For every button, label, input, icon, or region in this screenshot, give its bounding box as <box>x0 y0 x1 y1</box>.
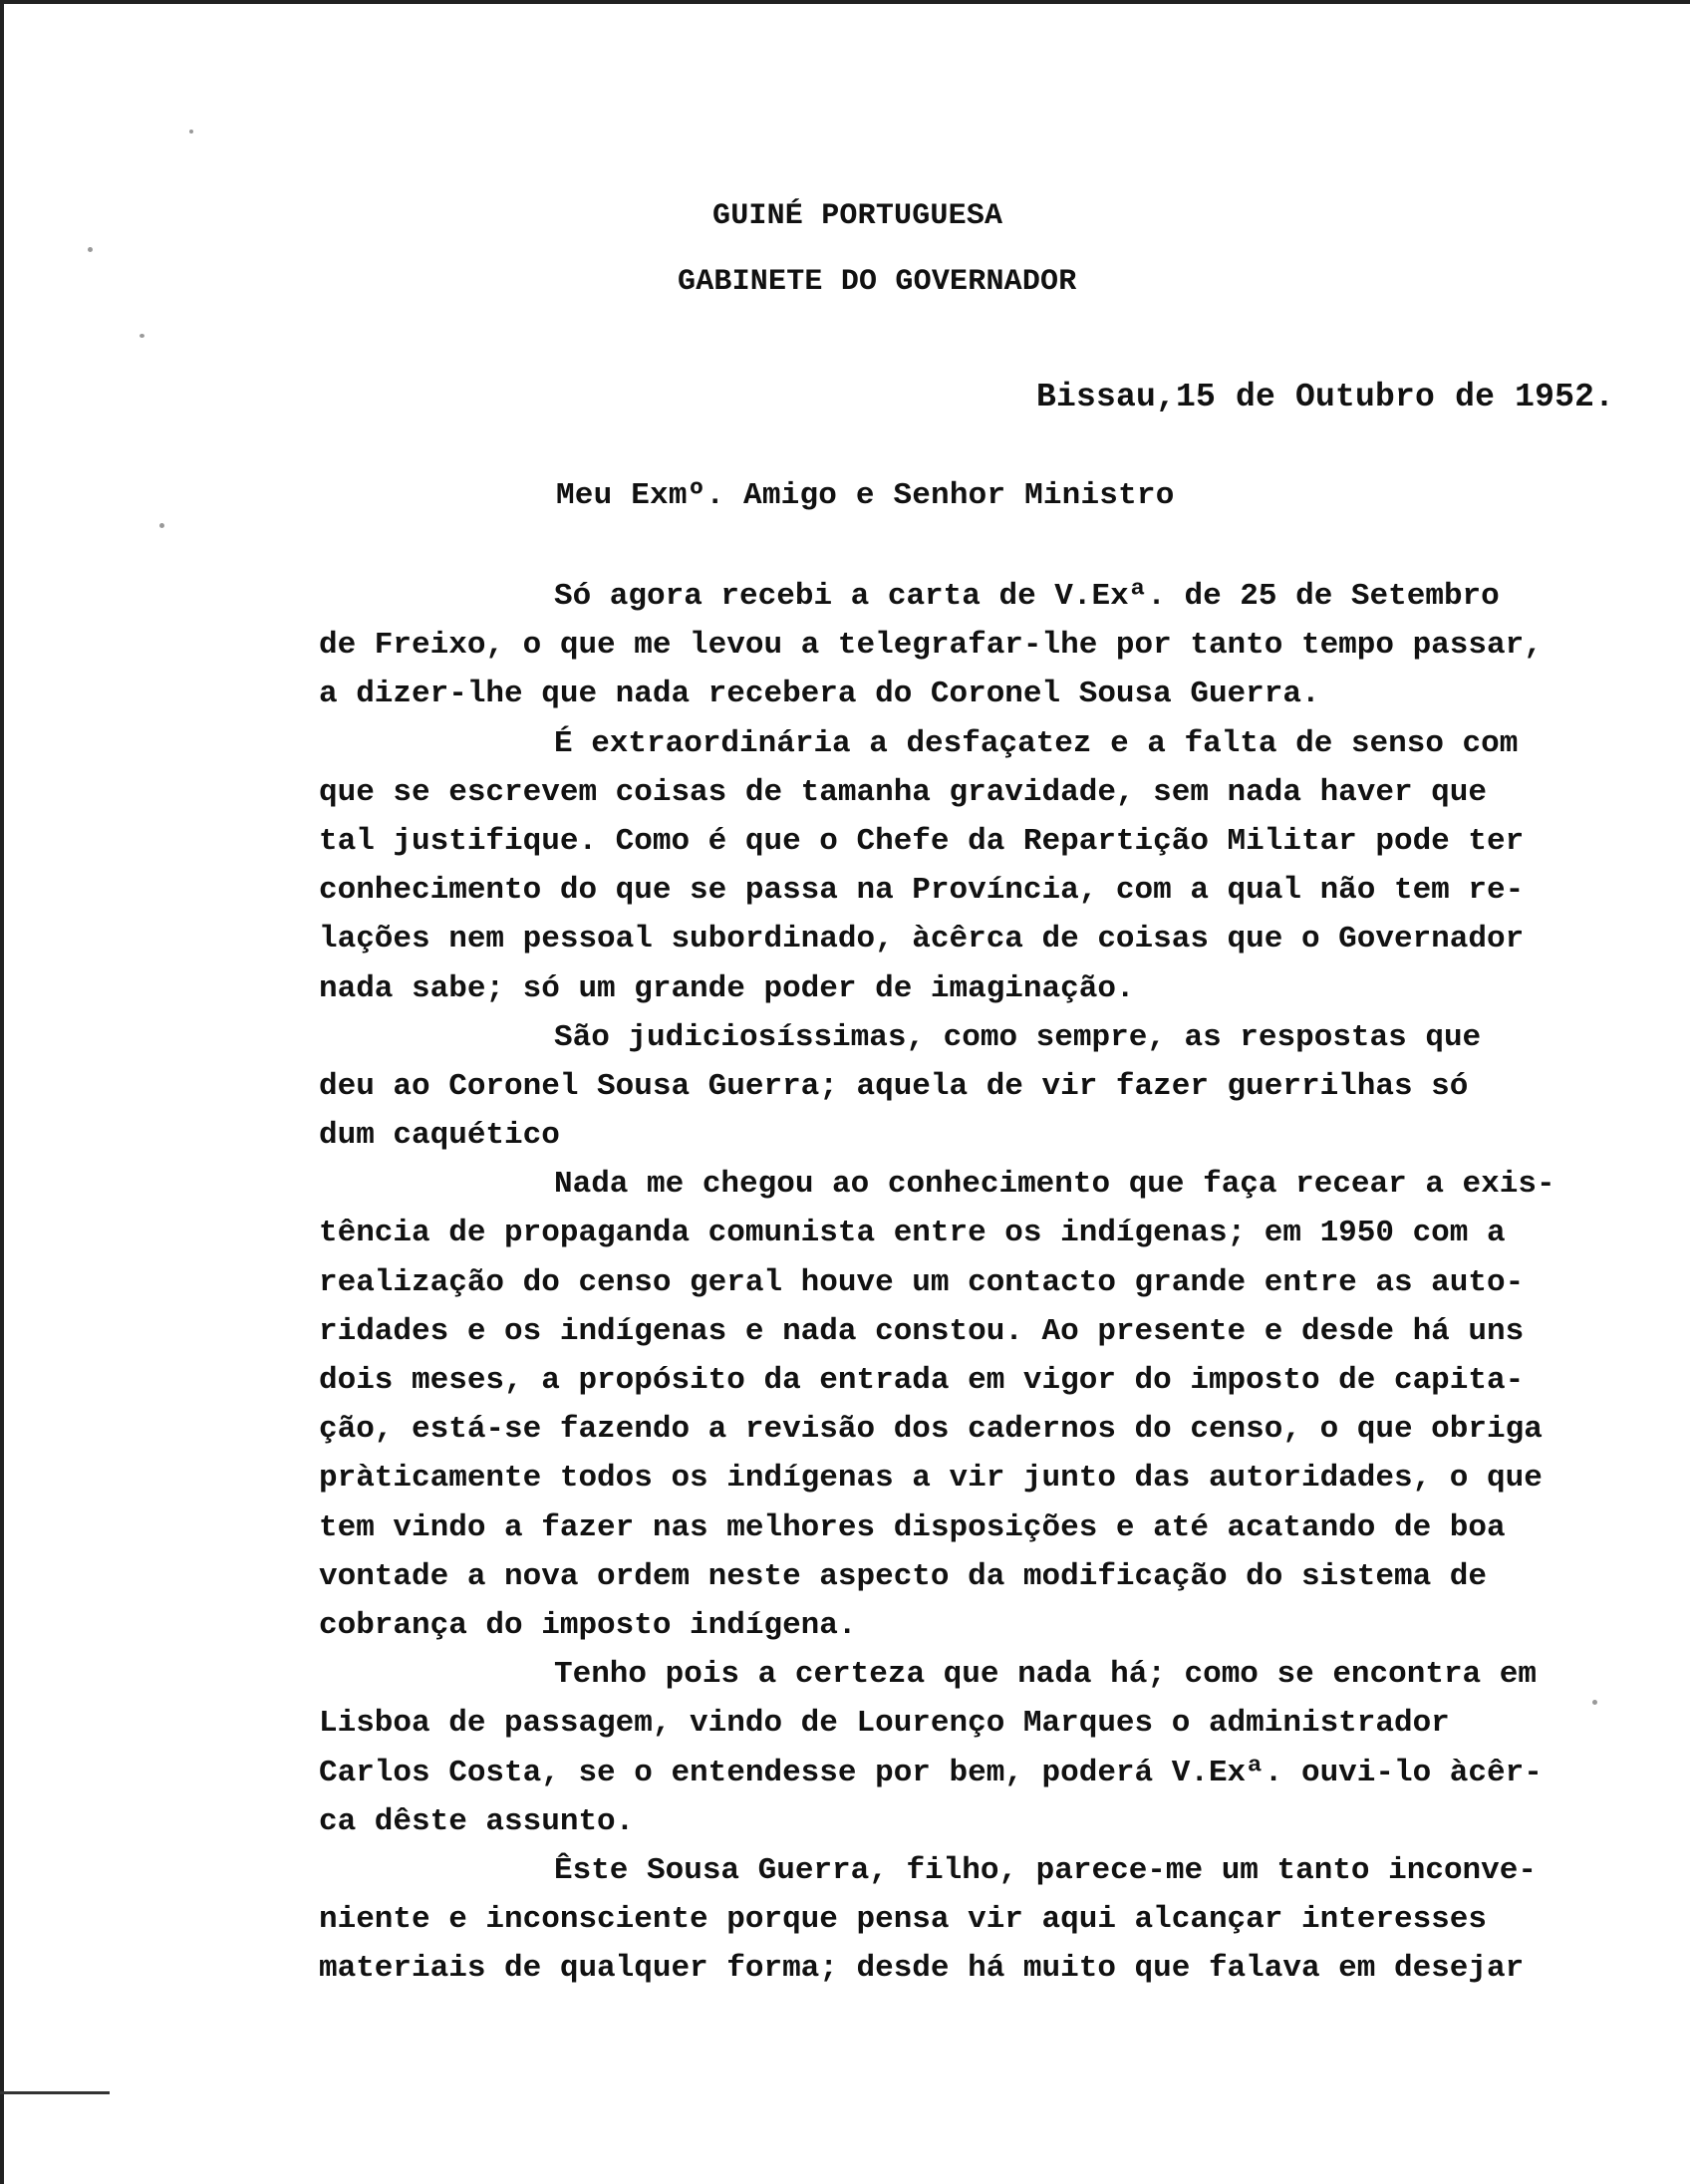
body-line: Carlos Costa, se o entendesse por bem, poderá V.Exª. ouvi-lo àcêr- <box>319 1755 1543 1790</box>
body-line: niente e inconsciente porque pensa vir aqui alcançar interesses <box>319 1902 1487 1938</box>
body-line: tem vindo a fazer nas melhores disposições e até acatando de boa <box>319 1509 1506 1545</box>
body-line: Tenho pois a certeza que nada há; como se encontra em <box>554 1657 1537 1693</box>
letter-dateline: Bissau,15 de Outubro de 1952. <box>1036 379 1615 415</box>
body-line: tência de propaganda comunista entre os indígenas; em 1950 com a <box>319 1216 1506 1251</box>
letter-body <box>319 572 1644 1993</box>
body-line: tal justifique. Como é que o Chefe da Repartição Militar pode ter <box>319 823 1525 859</box>
paper-speck <box>189 130 193 134</box>
body-line: dois meses, a propósito da entrada em vigor do imposto de capita- <box>319 1363 1525 1398</box>
body-line: a dizer-lhe que nada recebera do Coronel Sousa Guerra. <box>319 677 1320 712</box>
body-line: conhecimento do que se passa na Província, com a qual não tem re- <box>319 873 1525 909</box>
letter-salutation: Meu Exmº. Amigo e Senhor Ministro <box>556 478 1175 513</box>
body-line: cobrança do imposto indígena. <box>319 1607 857 1643</box>
letterhead-office: GABINETE DO GOVERNADOR <box>678 265 1077 299</box>
body-line: ção, está-se fazendo a revisão dos cadernos do censo, o que obriga <box>319 1412 1543 1448</box>
body-line: deu ao Coronel Sousa Guerra; aquela de vir fazer guerrilhas só <box>319 1068 1469 1104</box>
page-edge-top <box>0 0 1690 4</box>
body-line: São judiciosíssimas, como sempre, as respostas que <box>554 1019 1482 1055</box>
body-line: lações nem pessoal subordinado, àcêrca de coisas que o Governador <box>319 922 1525 957</box>
letterhead-territory: GUINÉ PORTUGUESA <box>712 199 1003 233</box>
body-line: realização do censo geral houve um contacto grande entre as auto- <box>319 1264 1525 1300</box>
body-line: Nada me chegou ao conhecimento que faça recear a exis- <box>554 1167 1555 1203</box>
body-line: Lisboa de passagem, vindo de Lourenço Marques o administrador <box>319 1706 1450 1742</box>
body-line: Só agora recebi a carta de V.Exª. de 25 de Setembro <box>554 579 1500 614</box>
body-line: ridades e os indígenas e nada constou. Ao presente e desde há uns <box>319 1313 1525 1349</box>
paper-speck <box>88 247 93 252</box>
body-line: É extraordinária a desfaçatez e a falta de senso com <box>554 725 1519 761</box>
body-line: dum caquético <box>319 1118 560 1154</box>
body-line: vontade a nova ordem neste aspecto da modificação do sistema de <box>319 1558 1487 1594</box>
body-line: nada sabe; só um grande poder de imaginação. <box>319 970 1135 1006</box>
footer-rule <box>0 2091 110 2094</box>
body-line: materiais de qualquer forma; desde há muito que falava em desejar <box>319 1951 1525 1987</box>
paper-speck <box>140 334 144 338</box>
body-line: de Freixo, o que me levou a telegrafar-lhe por tanto tempo passar, <box>319 628 1543 664</box>
body-line: ca dêste assunto. <box>319 1803 635 1839</box>
paper-speck <box>159 523 164 528</box>
page-edge-left <box>0 0 4 2184</box>
body-line: que se escrevem coisas de tamanha gravidade, sem nada haver que <box>319 774 1487 810</box>
body-line: Êste Sousa Guerra, filho, parece-me um tanto inconve- <box>554 1852 1537 1888</box>
body-line: pràticamente todos os indígenas a vir junto das autoridades, o que <box>319 1461 1543 1497</box>
